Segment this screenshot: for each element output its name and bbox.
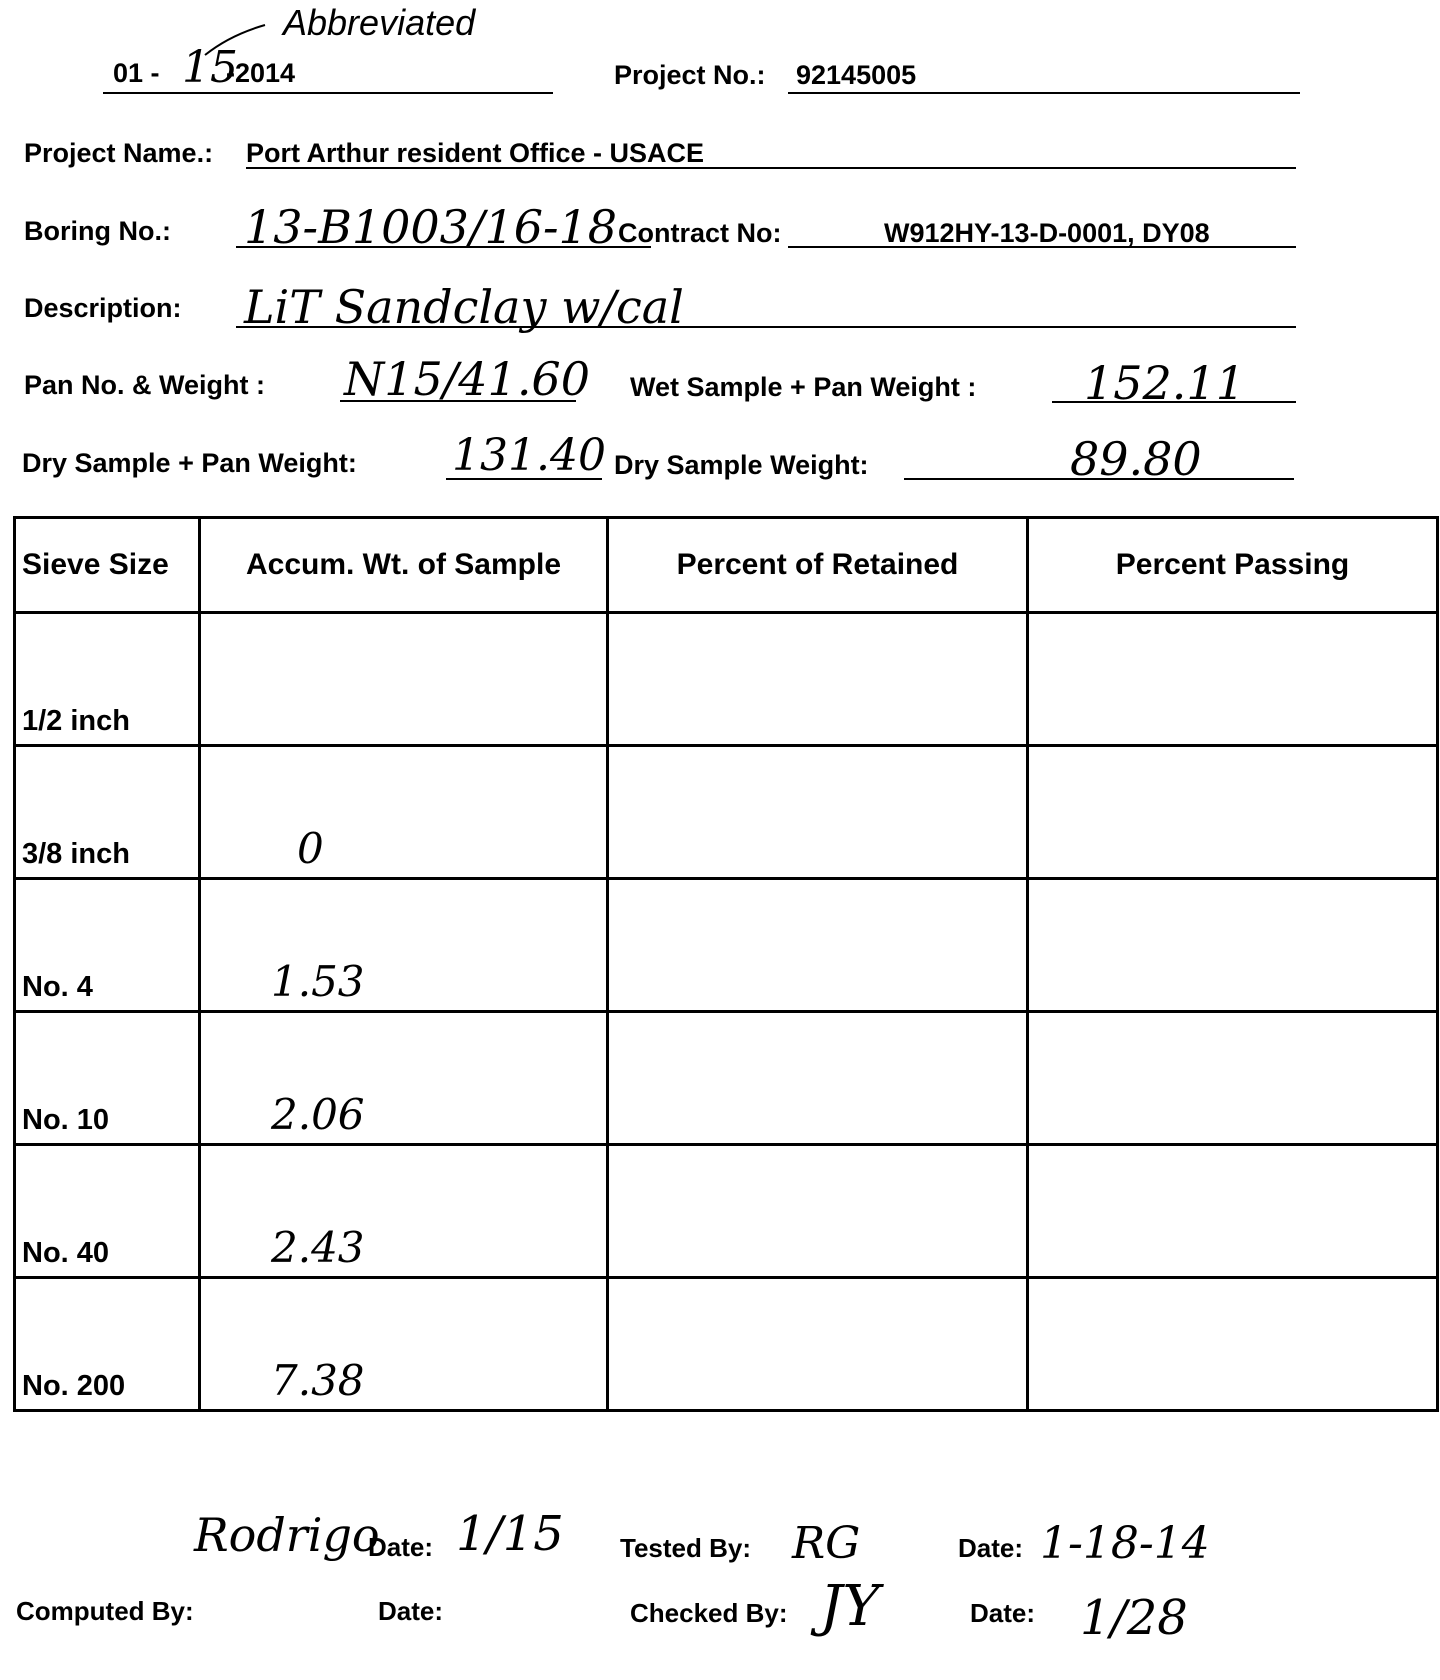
boring-no-handwritten: 13-B1003/16-18 (244, 200, 618, 254)
date-prefix: 01 - (113, 58, 160, 88)
contract-no-value: W912HY-13-D-0001, DY08 (884, 218, 1210, 248)
date4-handwritten: 1/28 (1080, 1590, 1188, 1646)
date2-label: Date: (378, 1596, 444, 1626)
contract-no-underline (788, 246, 1296, 248)
pan-value-handwritten: N15/41.60 (344, 352, 590, 406)
computed-by-label: Computed By: (16, 1596, 194, 1626)
pan-underline (340, 400, 576, 402)
date3-label: Date: (958, 1533, 1024, 1563)
accum-wt-cell: 2.43 (271, 1223, 365, 1272)
dry-pan-underline (446, 478, 602, 480)
dry-underline (904, 478, 1294, 480)
table-row (15, 746, 1438, 879)
description-handwritten: LiT Sandclay w/cal (244, 280, 684, 334)
contract-no-label: Contract No: (618, 218, 782, 248)
accum-wt-cell: 7.38 (271, 1356, 365, 1405)
boring-no-label: Boring No.: (24, 216, 171, 246)
sieve-size-cell: No. 200 (22, 1370, 126, 1402)
table-row (15, 1145, 1438, 1278)
pan-label: Pan No. & Weight : (24, 370, 265, 400)
date1-label: Date: (368, 1532, 434, 1562)
dry-pan-value-handwritten: 131.40 (452, 430, 606, 481)
accum-wt-cell: 1.53 (271, 957, 365, 1006)
table-row (15, 1278, 1438, 1411)
table-header-row (15, 518, 1438, 613)
wet-underline (1052, 401, 1296, 403)
computed-by-signature: Rodrigo (194, 1508, 380, 1562)
dry-value-handwritten: 89.80 (1070, 432, 1202, 486)
header-percent-retained: Percent of Retained (608, 518, 1028, 613)
abbreviated-annotation: Abbreviated (283, 2, 476, 43)
header-sieve-size: Sieve Size (15, 518, 200, 613)
project-no-underline (788, 92, 1300, 94)
description-label: Description: (24, 293, 182, 323)
project-name-label: Project Name.: (24, 138, 214, 168)
project-name-value: Port Arthur resident Office - USACE (246, 138, 705, 168)
date1-handwritten: 1/15 (456, 1506, 564, 1562)
sieve-size-cell: No. 4 (22, 971, 93, 1003)
table-row (15, 879, 1438, 1012)
sieve-size-cell: 3/8 inch (22, 838, 130, 870)
dry-label: Dry Sample Weight: (614, 450, 869, 480)
table-row (15, 1012, 1438, 1145)
accum-wt-cell: 0 (297, 824, 324, 873)
dry-pan-label: Dry Sample + Pan Weight: (22, 448, 357, 478)
sieve-size-cell: No. 10 (22, 1104, 110, 1136)
project-name-underline (246, 167, 1296, 169)
header-accum-wt: Accum. Wt. of Sample (200, 518, 608, 613)
wet-value-handwritten: 152.11 (1084, 356, 1245, 410)
wet-label: Wet Sample + Pan Weight : (630, 372, 977, 402)
sieve-table (13, 516, 1439, 1412)
sieve-size-cell: No. 40 (22, 1237, 110, 1269)
accum-wt-cell: 2.06 (271, 1090, 365, 1139)
project-no-label: Project No.: (614, 60, 766, 90)
date4-label: Date: (970, 1598, 1036, 1628)
table-row (15, 613, 1438, 746)
tested-by-label: Tested By: (620, 1533, 751, 1563)
date-suffix: -2014 (226, 58, 296, 88)
project-no-value: 92145005 (796, 60, 917, 90)
date3-handwritten: 1-18-14 (1040, 1518, 1210, 1569)
boring-no-underline (236, 246, 651, 248)
checked-by-label: Checked By: (630, 1598, 788, 1628)
date-underline (103, 92, 553, 94)
header-percent-passing: Percent Passing (1028, 518, 1438, 613)
checked-by-signature: JY (820, 1574, 880, 1639)
sieve-size-cell: 1/2 inch (22, 705, 130, 737)
tested-by-handwritten: RG (792, 1518, 861, 1569)
description-underline (236, 326, 1296, 328)
date-day-handwritten: 15 (182, 42, 238, 93)
